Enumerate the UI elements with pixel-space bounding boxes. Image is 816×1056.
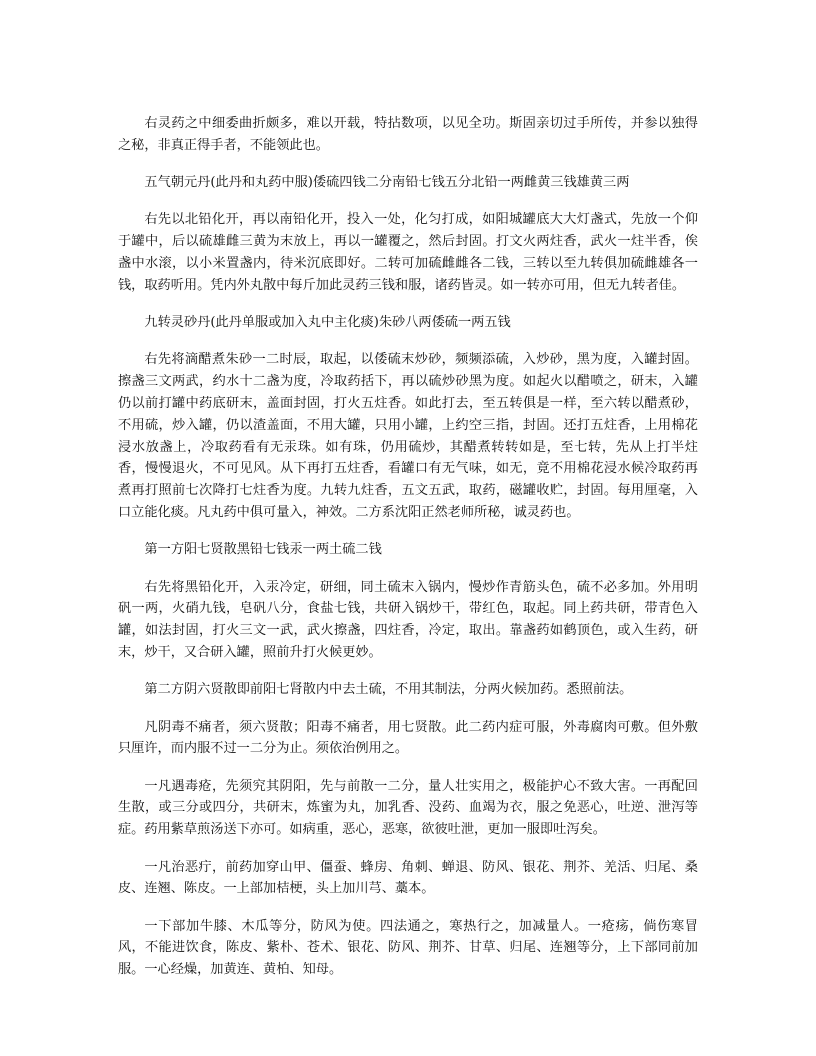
paragraph-jiuzhuan-method: 右先将滴醋煮朱砂一二时辰，取起，以倭硫末炒砂，频频添硫，入炒砂，黑为度，入罐封固。擦盏三文两武，约水十二盏为度，冷取药括下，再以硫炒砂黑为度。如起火以醋喷之，研末，入罐仍以前打罐中药底研末，盖面封固，打火五炷香。如此打去，至五转俱是一样，至六转以醋煮砂，不用硫，炒入罐，仍以渣盖面，不用大罐，只用小罐，上约空三指，封固。还打五炷香，上用棉花浸水放盏上，冷取药看有无汞珠。如有珠，仍用硫炒，其醋煮转转如是，至七转，先从上打半炷香，慢慢退火，不可见风。从下再打五炷香，看罐口有无气味，如无，竟不用棉花浸水候冷取药再煮再打照前七次降打七炷香为度。九转九炷香，五文五武，取药，磁罐收贮，封固。每用厘毫，入口立能化痰。凡丸药中俱可量入，神效。二方系沈阳正然老师所秘，诚灵药也。 <box>118 352 698 520</box>
paragraph-gap <box>118 841 698 857</box>
paragraph-gap <box>118 194 698 210</box>
paragraph-gap <box>118 157 698 173</box>
paragraph-lower-body: 一下部加牛膝、木瓜等分，防风为使。四法通之，寒热行之，加减量人。一疮疡，倘伤寒冒风，不能进饮食，陈皮、紫朴、苍术、银花、防风、荆芥、甘草、归尾、连翘等分，上下部同前加服。一心经燥，加黄连、黄柏、知母。 <box>118 918 698 978</box>
recipe-heading-yang-qixian-san: 第一方阳七贤散黑铅七钱汞一两土硫二钱 <box>144 542 382 558</box>
paragraph-gap <box>118 701 698 717</box>
recipe-heading-yin-liuxian-san: 第二方阴六贤散即前阳七肾散内中去土硫，不用其制法，分两火候加药。悉照前法。 <box>144 682 633 698</box>
paragraph-yang-qixian-method: 右先将黑铅化开，入汞冷定，研细，同土硫末入锅内，慢炒作青筋头色，硫不必多加。外用明矾一两，火硝九钱，皂矾八分，食盐七钱，共研入锅炒干，带红色，取起。同上药共研，带青色入罐，如法封固，打火三文一武，武火擦盏，四炷香，冷定，取出。靠盏药如鹤顶色，或入生药，研末，炒干，又合研入罐，照前升打火候更妙。 <box>118 579 698 660</box>
paragraph-usage-yin-yang: 凡阴毒不痛者，须六贤散；阳毒不痛者，用七贤散。此二药内症可服，外毒腐肉可敷。但外敷只厘许，而内服不过一二分为止。须依治例用之。 <box>118 719 698 757</box>
recipe-heading-wuqi-chaoyuan-dan: 五气朝元丹(此丹和丸药中服)倭硫四钱二分南铅七钱五分北铅一两雌黄三钱雄黄三两 <box>144 175 630 191</box>
paragraph-gap <box>118 561 698 577</box>
paragraph-gap <box>118 664 698 680</box>
paragraph-gap <box>118 760 698 776</box>
paragraph-treat-sores: 一凡遇毒疮，先须究其阴阳，先与前散一二分，量人壮实用之，极能护心不致大害。一再配回生散，或三分或四分，共研末，炼蜜为丸，加乳香、没药、血竭为衣，服之免恶心，吐逆、泄泻等症。药用紫草煎汤送下亦可。如病重，恶心，恶寒，欲彼吐泄，更加一服即吐泻矣。 <box>118 778 698 838</box>
paragraph-gap <box>118 334 698 350</box>
paragraph-intro: 右灵药之中细委曲折颇多，难以开载，特拈数项，以见全功。斯固亲切过手所传，并参以独得之秘，非真正得手者，不能领此也。 <box>118 116 698 153</box>
paragraph-gap <box>118 900 698 916</box>
document-page <box>118 113 698 981</box>
recipe-heading-jiuzhuan-lingsha-dan: 九转灵砂丹(此丹单服或加入丸中主化痰)朱砂八两倭硫一两五钱 <box>144 315 511 331</box>
paragraph-gap <box>118 297 698 313</box>
paragraph-treat-carbuncle: 一凡治恶疔，前药加穿山甲、僵蚕、蜂房、角刺、蝉退、防风、银花、荆芥、羌活、归尾、桑皮、连翘、陈皮。一上部加桔梗，头上加川芎、藁本。 <box>118 859 698 897</box>
paragraph-wuqi-method: 右先以北铅化开，再以南铅化开，投入一处，化匀打成，如阳城罐底大大灯盏式，先放一个仰于罐中，后以硫雄雌三黄为末放上，再以一罐覆之，然后封固。打文火两炷香，武火一炷半香，俟盏中水滚，以小米置盏内，待米沉底即好。二转可加硫雌雌各二钱，三转以至九转俱加硫雌雄各一钱，取药听用。凭内外丸散中每斤加此灵药三钱和服，诸药皆灵。如一转亦可用，但无九转者佳。 <box>118 212 698 293</box>
paragraph-gap <box>118 524 698 540</box>
